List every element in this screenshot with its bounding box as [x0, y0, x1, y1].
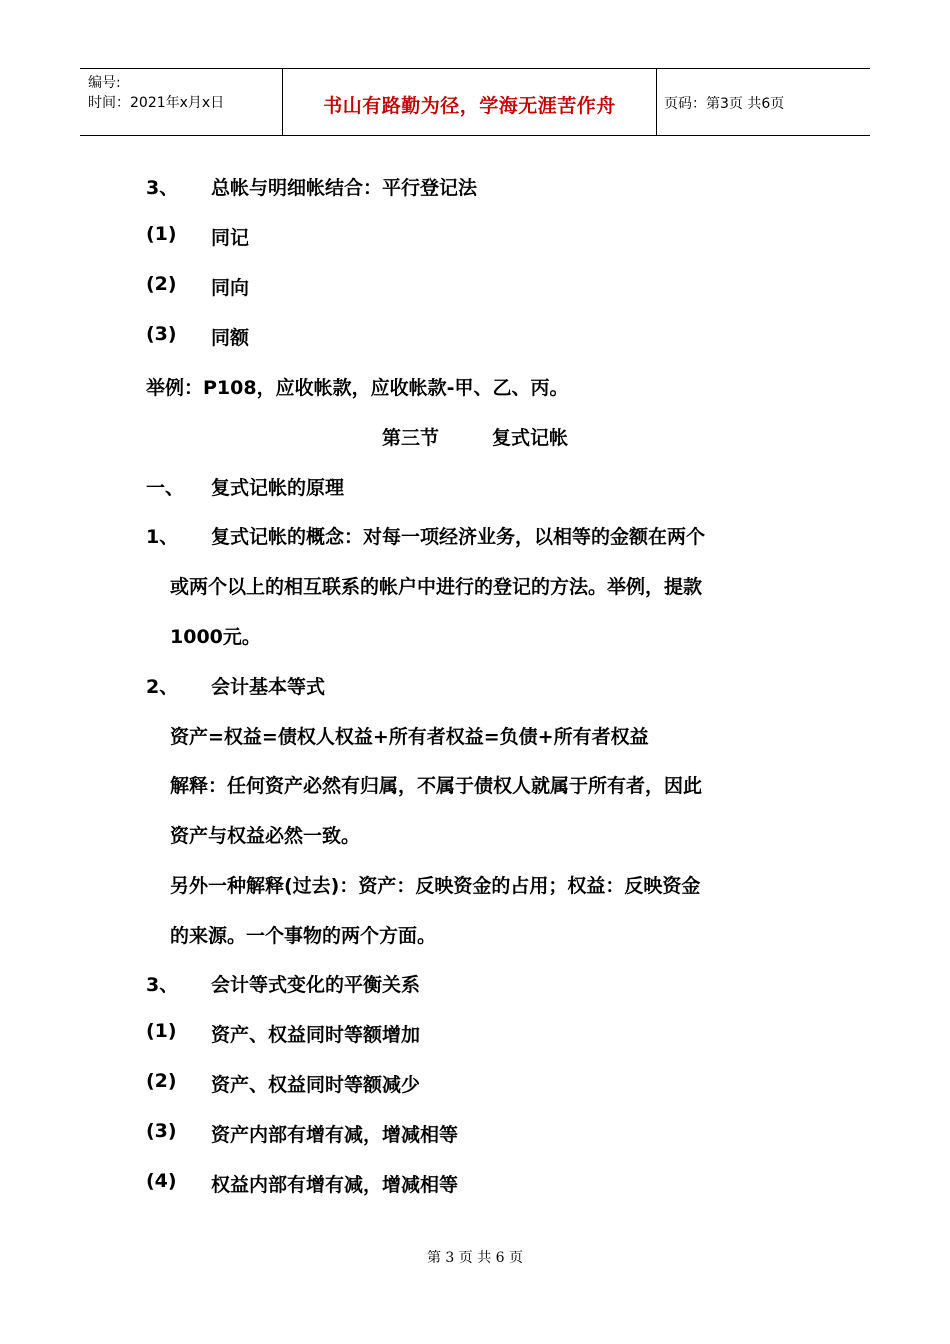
- item-number: (1): [146, 223, 177, 245]
- item-number: 3、: [146, 177, 179, 199]
- item-number: 3、: [146, 974, 179, 996]
- time-label: 时间：2021年x月x日: [88, 95, 225, 111]
- item-text: 资产内部有增有减，增减相等: [211, 1124, 459, 1146]
- number-label: 编号:: [88, 75, 121, 91]
- item-number: (3): [146, 323, 177, 345]
- item-number: (1): [146, 1020, 177, 1042]
- explanation-continued: 资产与权益必然一致。: [170, 825, 361, 847]
- item-text: 同向: [211, 277, 250, 299]
- page-footer: 第 3 页 共 6 页: [426, 1250, 524, 1266]
- item-text: 同额: [211, 327, 250, 349]
- explanation-line: 解释：任何资产必然有归属，不属于债权人就属于所有者，因此: [170, 775, 703, 797]
- alt-explanation-continued: 的来源。一个事物的两个方面。: [170, 925, 437, 947]
- item-text: 复式记帐的概念：对每一项经济业务，以相等的金额在两个: [211, 526, 706, 548]
- motto: 书山有路勤为径，学海无涯苦作舟: [323, 95, 616, 117]
- item-number: 1、: [146, 526, 179, 548]
- equation-line: 资产=权益=债权人权益+所有者权益=负债+所有者权益: [170, 726, 649, 748]
- item-number: 2、: [146, 676, 179, 698]
- page-label: 页码：第3页 共6页: [664, 96, 785, 112]
- item-text: 总帐与明细帐结合：平行登记法: [211, 177, 478, 199]
- example-line: 举例：P108，应收帐款，应收帐款-甲、乙、丙。: [146, 377, 569, 399]
- header-motto-cell: [282, 69, 657, 135]
- section-title: 第三节 复式记帐: [382, 427, 568, 449]
- header-meta: [88, 73, 283, 113]
- item-number: (2): [146, 273, 177, 295]
- item-number: (3): [146, 1120, 177, 1142]
- item-text: 同记: [211, 227, 250, 249]
- page-header: [80, 68, 870, 136]
- concept-end: 1000元。: [170, 626, 261, 648]
- item-number: 一、: [146, 477, 185, 499]
- item-text: 资产、权益同时等额减少: [211, 1074, 421, 1096]
- item-text: 权益内部有增有减，增减相等: [211, 1174, 459, 1196]
- item-text: 会计基本等式: [211, 676, 326, 698]
- alt-explanation-line: 另外一种解释(过去)：资产：反映资金的占用；权益：反映资金: [170, 875, 701, 897]
- concept-continued: 或两个以上的相互联系的帐户中进行的登记的方法。举例，提款: [170, 576, 703, 598]
- item-text: 复式记帐的原理: [211, 477, 345, 499]
- item-number: (2): [146, 1070, 177, 1092]
- item-text: 资产、权益同时等额增加: [211, 1024, 421, 1046]
- item-text: 会计等式变化的平衡关系: [211, 974, 421, 996]
- item-number: (4): [146, 1170, 177, 1192]
